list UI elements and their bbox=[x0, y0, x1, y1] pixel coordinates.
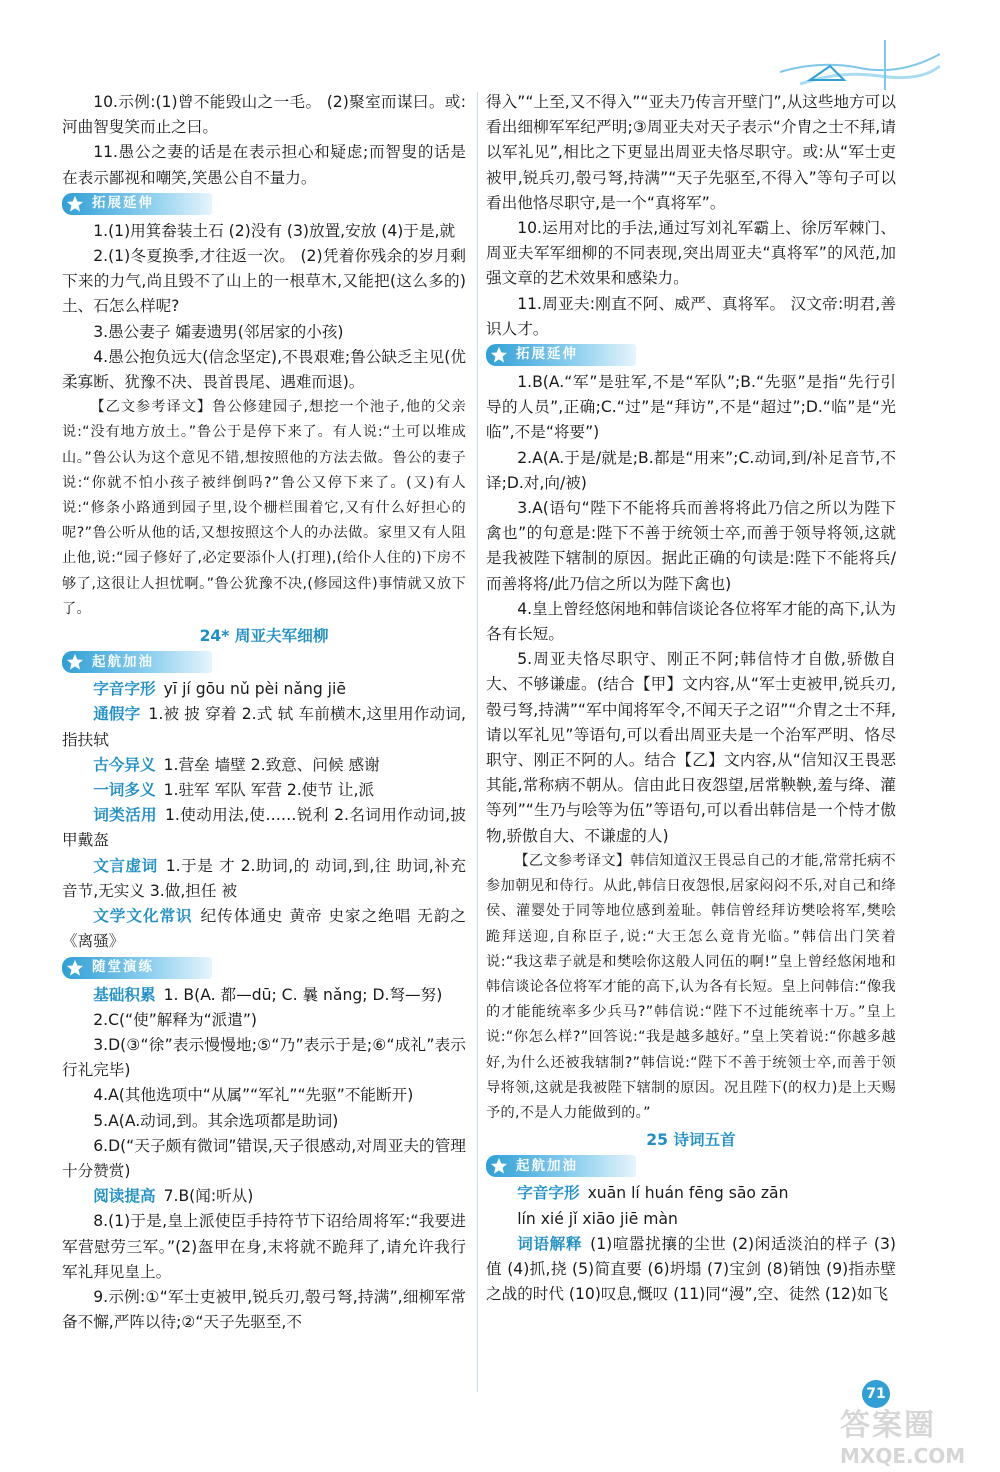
practice-10: 10.运用对比的手法,通过写刘礼军霸上、徐厉军棘门、周亚夫军军细柳的不同表现,突出周亚夫“真将军”的风范,加强文章的艺术效果和感染力。 bbox=[486, 219, 896, 288]
practice-9: 9.示例:①“军士吏被甲,锐兵刃,彀弓弩,持满”,细柳军常备不懈,严阵以待;②“天子先驱至,不 bbox=[62, 1287, 466, 1332]
star-icon bbox=[64, 193, 86, 215]
practice-7: 阅读提高 7.B(闻:听从) bbox=[93, 1187, 254, 1206]
star-icon bbox=[488, 1155, 510, 1177]
page-number: 71 bbox=[862, 1380, 890, 1408]
translation-b-2: 【乙文参考译文】韩信知道汉王畏忌自己的才能,常常托病不参加朝见和侍行。从此,韩信日夜怨恨,居家闷闷不乐,对自己和绛侯、灌婴处于同等地位感到羞耻。韩信曾经拜访樊哙将军,樊哙跪拜送迎,自称臣子,说:“大王怎么竟肯光临。”韩信出门笑着说:“我这辈子就是和樊哙你这般人同伍的啊!”皇上曾经悠闲地和韩信谈论各位将军才能的高下,认为各有长短。皇上问韩信:“像我的才能能统率多少兵马?”韩信说:“陛下不过能统率十万。”皇上说:“你怎么样?”回答说:“我是越多越好。”皇上笑着说:“你越多越好,为什么还被我辖制?”韩信说:“陛下不善于统领士卒,而善于领导将领,这就是我被陛下辖制的原因。况且陛下(的权力)是上天赐予的,不是人力能做到的。” bbox=[486, 852, 896, 1121]
item-pinyin: 字音字形 yī jí gōu nǔ pèi nǎng jiē bbox=[93, 680, 346, 699]
column-divider bbox=[477, 92, 478, 1392]
practice-4: 4.A(其他选项中“从属”“军礼”“先驱”不能断开) bbox=[93, 1086, 414, 1105]
watermark: 答案圈 MXQE.COM bbox=[840, 1408, 966, 1468]
practice-1: 基础积累 1. B(A. 都—dū; C. 曩 nǎng; D.弩—努) bbox=[93, 985, 443, 1004]
right-column bbox=[486, 90, 896, 1307]
answer-11: 11.愚公之妻的话是在表示担心和疑虑;而智叟的话是在表示鄙视和嘲笑,笑愚公自不量力。 bbox=[62, 143, 466, 187]
ext-answer-3: 3.愚公妻子 孀妻遗男(邻居家的小孩) bbox=[93, 322, 344, 341]
chapter-title-25: 25 诗词五首 bbox=[646, 1131, 736, 1150]
section-banner-start: 起航加油 bbox=[62, 651, 212, 673]
star-icon bbox=[488, 344, 510, 366]
item-cilei: 词类活用 1.使动用法,使……锐利 2.名词用作动词,披甲戴盔 bbox=[62, 806, 466, 850]
chapter-title-24: 24* 周亚夫军细柳 bbox=[199, 627, 329, 646]
item-ciyu: 词语解释 (1)喧嚣扰攘的尘世 (2)闲适淡泊的样子 (3)值 (4)抓,挠 (5)简直要 (6)坍塌 (7)宝剑 (8)销蚀 (9)指赤壁之战的时代 (10)叹息,慨叹 (11)同“漫”,空、徒然 (12)如飞 bbox=[486, 1234, 896, 1304]
practice-2: 2.C(“使”解释为“派遣”) bbox=[93, 1010, 257, 1029]
ext-answer-1: 1.(1)用箕畚装土石 (2)没有 (3)放置,安放 (4)于是,就 bbox=[93, 221, 456, 240]
ext-answer-4: 4.愚公抱负远大(信念坚定),不畏艰难;鲁公缺乏主见(优柔寡断、犹豫不决、畏首畏尾、遇难而退)。 bbox=[62, 347, 466, 392]
section-banner-extension-2: 拓展延伸 bbox=[486, 344, 636, 366]
star-icon bbox=[64, 957, 86, 979]
practice-6: 6.D(“天子颇有微词”错误,天子很感动,对周亚夫的管理十分赞赏) bbox=[62, 1136, 466, 1180]
item-xuci: 文言虚词 1.于是 才 2.助词,的 动词,到,往 助词,补充音节,无实义 3.做,担任 被 bbox=[62, 856, 466, 900]
ext-answer-2: 2.(1)冬夏换季,才往返一次。 (2)凭着你残余的岁月剩下来的力气,尚且毁不了山上的一根草木,又能把(这么多的)土、石怎么样呢? bbox=[62, 247, 466, 316]
practice-8: 8.(1)于是,皇上派使臣手持符节下诏给周将军:“我要进军营慰劳三军。”(2)盔甲在身,末将就不跪拜了,请允许我行军礼拜见皇上。 bbox=[62, 1212, 466, 1281]
item-tongjiazi: 通假字 1.被 披 穿着 2.式 轼 车前横木,这里用作动词,指扶轼 bbox=[62, 705, 466, 749]
translation-b: 【乙文参考译文】鲁公修建园子,想挖一个池子,他的父亲说:“没有地方放土。”鲁公于是停下来了。有人说:“土可以堆成山。”鲁公认为这个意见不错,想按照他的方法去做。鲁公的妻子说:“你就不怕小孩子被绊倒吗?”鲁公又停下来了。(又)有人说:“修条小路通到园子里,设个栅栏围着它,又有什么好担心的呢?”鲁公听从他的话,又想按照这个人的办法做。家里又有人阻止他,说:“园子修好了,必定要添仆人(打理),(给仆人住的)下房不够了,这很让人担忧啊。”鲁公犹豫不决,(修园这件)事情就又放下了。 bbox=[62, 399, 466, 617]
practice-11: 11.周亚夫:刚直不阿、威严、真将军。 汉文帝:明君,善识人才。 bbox=[486, 294, 896, 338]
star-icon bbox=[64, 651, 86, 673]
section-banner-practice: 随堂演练 bbox=[62, 957, 212, 979]
item-gujin: 古今异义 1.营垒 墙壁 2.致意、问候 感谢 bbox=[93, 755, 380, 774]
left-column bbox=[62, 90, 466, 1335]
section-banner-extension: 拓展延伸 bbox=[62, 193, 212, 215]
section-banner-start-2: 起航加油 bbox=[486, 1155, 636, 1177]
ext2-answer-2: 2.A(A.于是/就是;B.都是“用来”;C.动词,到/补足音节,不译;D.对,向/被) bbox=[486, 448, 896, 492]
ext2-answer-3: 3.A(语句“陛下不能将兵而善将将此乃信之所以为陛下禽也”的句意是:陛下不善于统领士卒,而善于领导将领,这就是我被陛下辖制的原因。据此正确的句读是:陛下不能将兵/而善将将/此乃信之所以为陛下禽也) bbox=[486, 499, 896, 593]
item-wenxue: 文学文化常识 纪传体通史 黄帝 史家之绝唱 无韵之《离骚》 bbox=[62, 907, 466, 951]
ext2-answer-1: 1.B(A.“军”是驻军,不是“军队”;B.“先驱”是指“先行引导的人员”,正确;C.“过”是“拜访”,不是“超过”;D.“临”是“光临”,不是“将要”) bbox=[486, 373, 896, 442]
practice-5: 5.A(A.动词,到。其余选项都是助词) bbox=[93, 1111, 339, 1130]
practice-3: 3.D(③“徐”表示慢慢地;⑤“乃”表示于是;⑥“成礼”表示行礼完毕) bbox=[62, 1035, 466, 1080]
item-pinyin-2b: lín xié jǐ xiāo jiē màn bbox=[517, 1209, 678, 1228]
ext2-answer-4: 4.皇上曾经悠闲地和韩信谈论各位将军才能的高下,认为各有长短。 bbox=[486, 599, 896, 644]
ext2-answer-5: 5.周亚夫恪尽职守、刚正不阿;韩信恃才自傲,骄傲自大、不够谦虚。(结合【甲】文内容,从“军士吏被甲,锐兵刃,彀弓弩,持满”“军中闻将军令,不闻天子之诏”“介胄之士不拜,请以军礼见”等语句,可以看出周亚夫是一个治军严明、恪尽职守、刚正不阿的人。结合【乙】文内容,从“信知汉王畏恶其能,常称病不朝从。信由此日夜怨望,居常鞅鞅,羞与绛、灌等列”“生乃与哙等为伍”等语句,可以看出韩信是一个恃才傲物,骄傲自大、不谦虚的人) bbox=[486, 650, 896, 845]
item-pinyin-2: 字音字形 xuān lí huán fēng sāo zān bbox=[517, 1184, 789, 1203]
item-yiciduoyi: 一词多义 1.驻军 军队 军营 2.使节 让,派 bbox=[93, 781, 375, 800]
answer-10: 10.示例:(1)曾不能毁山之一毛。 (2)聚室而谋曰。或:河曲智叟笑而止之曰。 bbox=[62, 93, 466, 137]
practice-9-cont: 得入”“上至,又不得入”“亚夫乃传言开壁门”,从这些地方可以看出细柳军军纪严明;③周亚夫对天子表示“介胄之士不拜,请以军礼见”,相比之下更显出周亚夫恪尽职守。或:从“军士吏被甲,锐兵刃,彀弓弩,持满”“天子先驱至,不得入”等句子可以看出他恪尽职守,是一个“真将军”。 bbox=[486, 93, 896, 212]
